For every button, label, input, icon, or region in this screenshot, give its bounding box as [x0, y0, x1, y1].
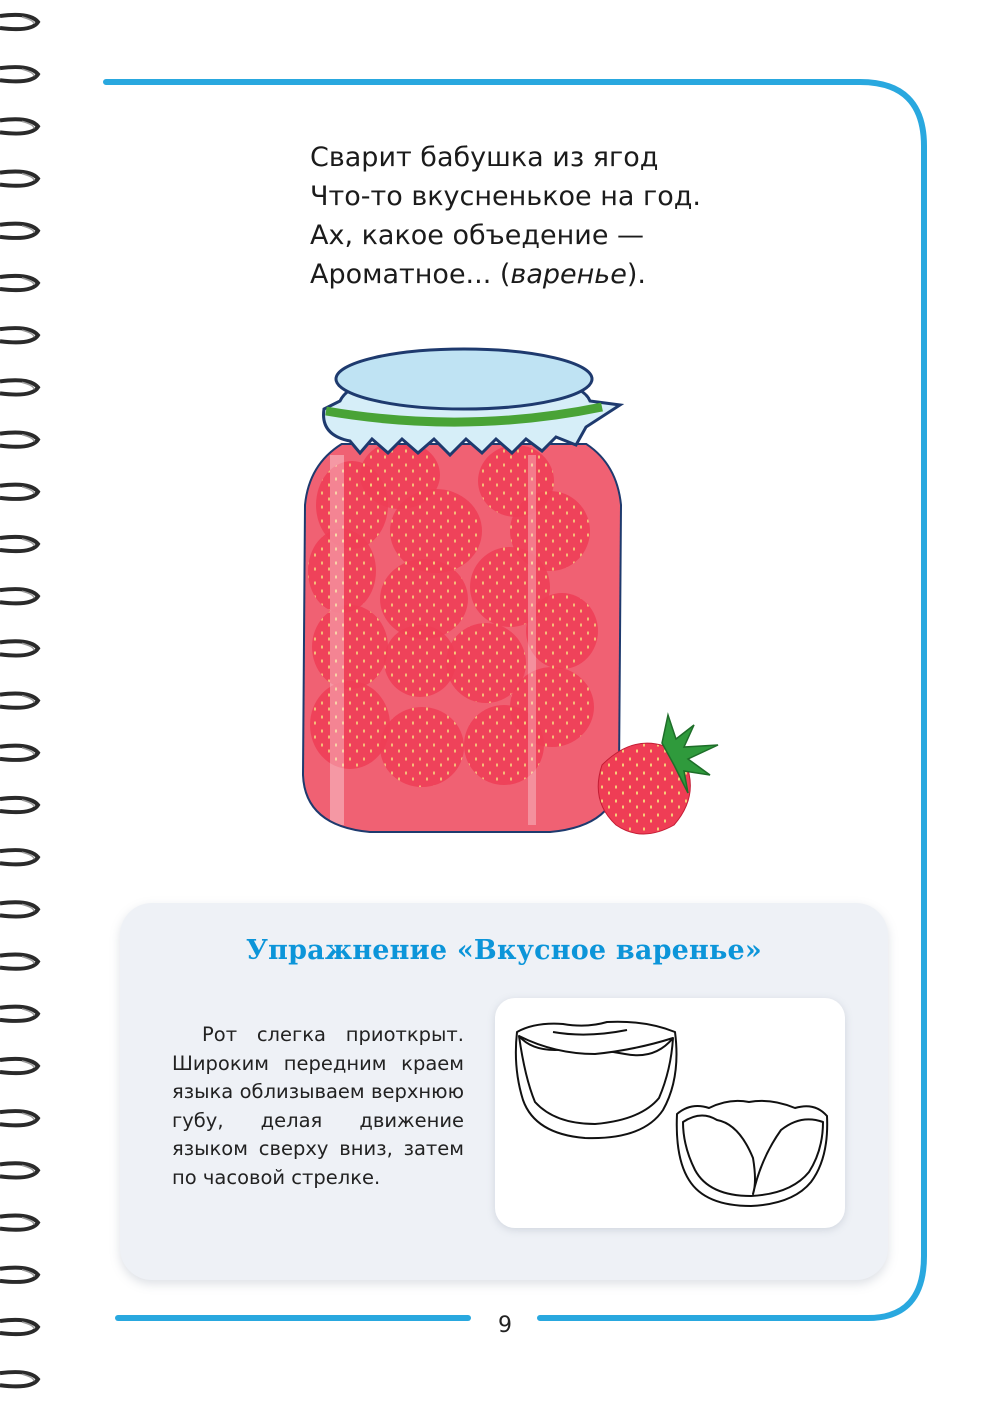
poem-line-1: Сварит бабушка из ягод — [310, 142, 659, 173]
exercise-panel — [120, 903, 888, 1280]
poem-line-3: Ах, какое объедение — — [310, 220, 645, 251]
page-number: 9 — [498, 1313, 512, 1338]
poem-line-4-suffix: ). — [626, 259, 646, 290]
mouth-illustration-card — [495, 998, 845, 1228]
riddle-poem — [310, 138, 770, 294]
exercise-instructions: Рот слегка приоткрыт. Широким передним краем языка облизываем верхнюю губу, делая движение языком сверху вниз, затем по часовой стрелке. — [172, 1023, 464, 1189]
poem-line-4-prefix: Ароматное... ( — [310, 259, 511, 290]
poem-line-2: Что-то вкусненькое на год. — [310, 181, 701, 212]
exercise-title: Упражнение «Вкусное варенье» — [246, 935, 762, 966]
jam-jar-icon — [290, 335, 730, 845]
poem-line-4 — [310, 255, 770, 294]
riddle-answer: варенье — [510, 259, 627, 290]
mouth-illustration-icon — [495, 998, 845, 1228]
